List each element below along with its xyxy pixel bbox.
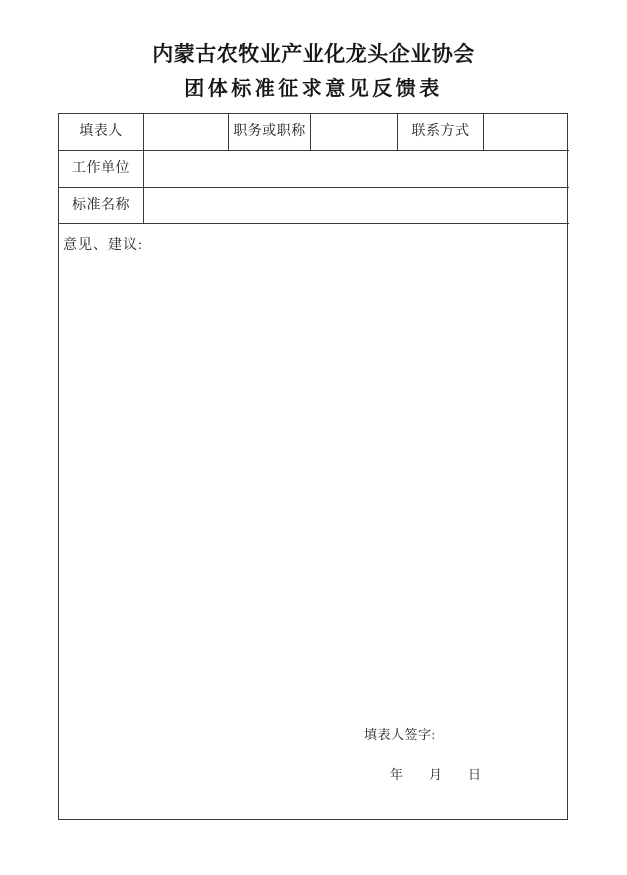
filler-input-cell[interactable]: [144, 114, 229, 151]
page-title-line2: 团体标准征求意见反馈表: [184, 78, 443, 100]
comments-label: 意见、建议:: [63, 238, 143, 253]
contact-label-cell: 联系方式: [398, 114, 484, 151]
comments-input-cell[interactable]: [59, 224, 569, 819]
work-unit-input-cell[interactable]: [144, 151, 569, 188]
signer-label: 填表人签字:: [364, 727, 436, 742]
page-title-line1: 内蒙古农牧业产业化龙头企业协会: [152, 43, 475, 66]
position-label-cell: 职务或职称: [229, 114, 311, 151]
work-unit-label-cell: 工作单位: [59, 151, 144, 188]
feedback-form-table: [58, 113, 568, 820]
date-day-label: 日: [468, 767, 482, 782]
standard-name-label-cell: 标准名称: [59, 188, 144, 224]
filler-label-cell: 填表人: [59, 114, 144, 151]
contact-input-cell[interactable]: [484, 114, 569, 151]
position-input-cell[interactable]: [311, 114, 398, 151]
standard-name-input-cell[interactable]: [144, 188, 569, 224]
signature-block: [364, 727, 481, 783]
date-line: [364, 767, 481, 783]
date-month-label: 月: [429, 767, 443, 782]
date-year-label: 年: [390, 767, 404, 782]
